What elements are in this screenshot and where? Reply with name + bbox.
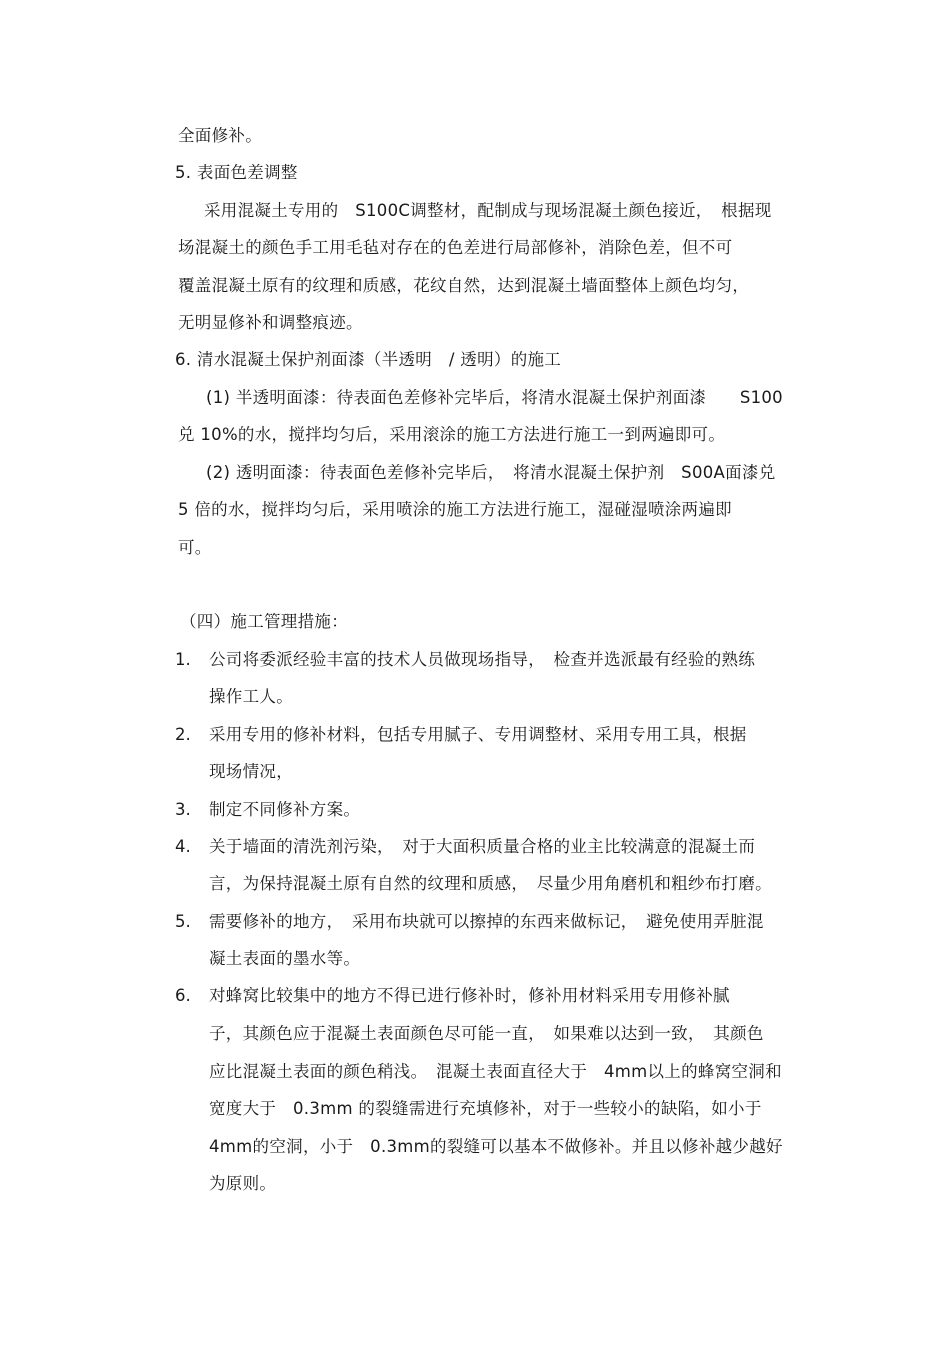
heading-management-measures: （四）施工管理措施： [180,612,348,631]
list-item-line: 需要修补的地方， 采用布块就可以擦掉的东西来做标记， 避免使用弄脏混 [209,912,764,931]
paragraph-line: (1) 半透明面漆：待表面色差修补完毕后，将清水混凝土保护剂面漆 S100 [206,388,783,407]
list-item-line: 凝土表面的墨水等。 [209,949,361,968]
list-number: 6. [175,986,191,1005]
list-item-line: 公司将委派经验丰富的技术人员做现场指导， 检查并选派最有经验的熟练 [209,650,756,669]
list-item-line: 关于墙面的清洗剂污染， 对于大面积质量合格的业主比较满意的混凝土而 [209,837,756,856]
list-item-line: 操作工人。 [209,687,293,706]
paragraph-line: 5 倍的水，搅拌均匀后，采用喷涂的施工方法进行施工，湿碰湿喷涂两遍即 [178,500,732,519]
list-number: 5. [175,912,191,931]
paragraph-line: 无明显修补和调整痕迹。 [178,313,363,332]
list-number: 3. [175,800,191,819]
list-item-line: 言，为保持混凝土原有自然的纹理和质感， 尽量少用角磨机和粗纱布打磨。 [209,874,772,893]
paragraph-line: 采用混凝土专用的 S100C调整材，配制成与现场混凝土颜色接近， 根据现 [204,201,772,220]
list-item-line: 对蜂窝比较集中的地方不得已进行修补时，修补用材料采用专用修补腻 [209,986,730,1005]
list-item-line: 4mm的空洞，小于 0.3mm的裂缝可以基本不做修补。并且以修补越少越好 [209,1137,783,1156]
list-item-line: 采用专用的修补材料，包括专用腻子、专用调整材、采用专用工具，根据 [209,725,747,744]
list-item-line: 子，其颜色应于混凝土表面颜色尽可能一直， 如果难以达到一致， 其颜色 [209,1024,764,1043]
list-item-line: 现场情况， [209,762,293,781]
list-item-line: 宽度大于 0.3mm 的裂缝需进行充填修补，对于一些较小的缺陷，如小于 [209,1099,762,1118]
list-number: 4. [175,837,191,856]
list-number: 1. [175,650,191,669]
paragraph-line: (2) 透明面漆：待表面色差修补完毕后， 将清水混凝土保护剂 S00A面漆兑 [206,463,776,482]
text-line-continuation: 全面修补。 [178,126,262,145]
list-item-line: 为原则。 [209,1174,277,1193]
heading-protective-topcoat: 6. 清水混凝土保护剂面漆（半透明 / 透明）的施工 [175,350,562,369]
paragraph-line: 兑 10%的水，搅拌均匀后，采用滚涂的施工方法进行施工一到两遍即可。 [178,425,726,444]
list-item-line: 制定不同修补方案。 [209,800,361,819]
heading-color-adjustment: 5. 表面色差调整 [175,163,298,182]
list-number: 2. [175,725,191,744]
list-item-line: 应比混凝土表面的颜色稍浅。 混凝土表面直径大于 4mm以上的蜂窝空洞和 [209,1062,782,1081]
paragraph-line: 覆盖混凝土原有的纹理和质感，花纹自然，达到混凝土墙面整体上颜色均匀， [178,276,750,295]
paragraph-line: 可。 [178,538,212,557]
paragraph-line: 场混凝土的颜色手工用毛毡对存在的色差进行局部修补，消除色差，但不可 [178,238,733,257]
